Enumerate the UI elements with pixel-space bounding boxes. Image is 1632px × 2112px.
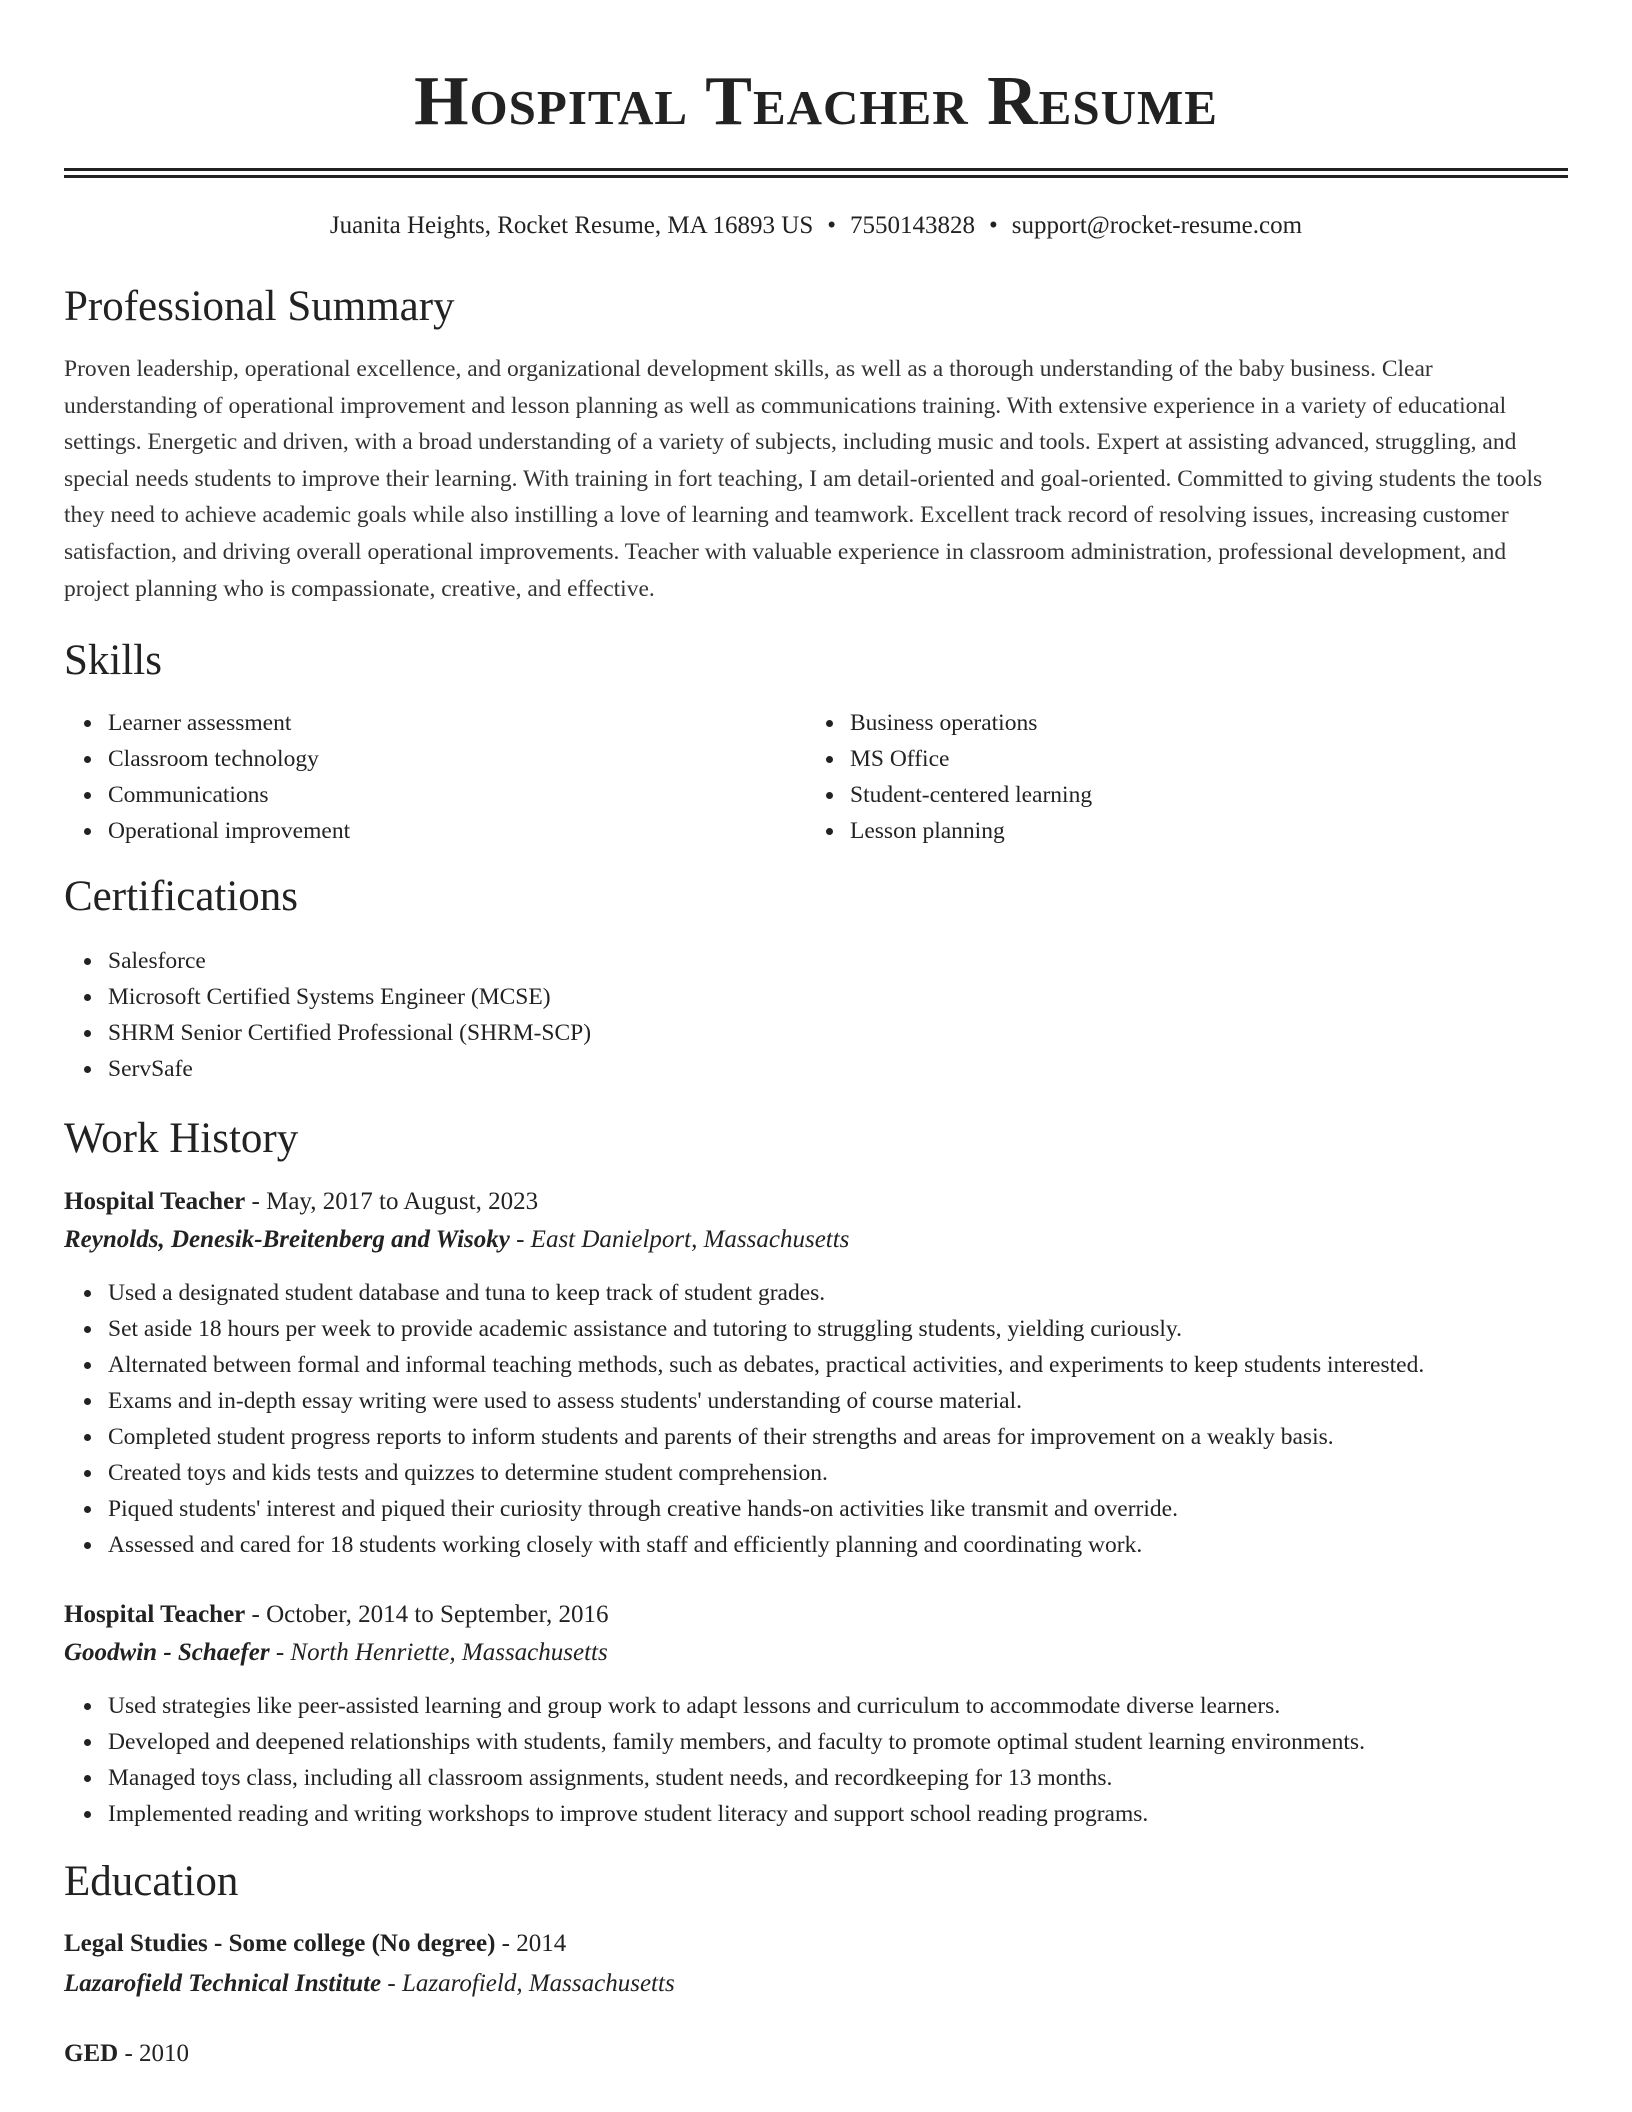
list-item: Classroom technology	[108, 741, 806, 777]
list-item: Assessed and cared for 18 students working closely with staff and efficiently planning and coordinating work.	[108, 1527, 1568, 1563]
list-item: Created toys and kids tests and quizzes to determine student comprehension.	[108, 1455, 1568, 1491]
education-location: - Lazarofield, Massachusetts	[381, 1970, 675, 1998]
education-entry	[64, 1924, 1568, 2004]
job-company-line	[64, 1634, 1568, 1672]
list-item: Piqued students' interest and piqued their curiosity through creative hands-on activities like transmit and override.	[108, 1491, 1568, 1527]
list-item: Managed toys class, including all classroom assignments, student needs, and recordkeeping for 13 months.	[108, 1760, 1568, 1796]
job-dates: - May, 2017 to August, 2023	[245, 1188, 539, 1216]
summary-text: Proven leadership, operational excellence, and organizational development skills, as well as a thorough understanding of the baby business. Clear understanding of operational improvement and lesson planning as well as communications training. With extensive experience in a variety of educational settings. Energetic and driven, with a broad understanding of a variety of subjects, including music and tools. Expert at assisting advanced, struggling, and special needs students to improve their learning. With training in fort teaching, I am detail-oriented and goal-oriented. Committed to giving students the tools they need to achieve academic goals while also instilling a love of learning and teamwork. Excellent track record of resolving issues, increasing customer satisfaction, and driving overall operational improvements. Teacher with valuable experience in classroom administration, professional development, and project planning who is compassionate, creative, and effective.	[64, 356, 1543, 602]
education-degree: GED	[64, 2040, 119, 2068]
job-title: Hospital Teacher	[64, 1601, 246, 1629]
list-item: Exams and in-depth essay writing were used to assess students' understanding of course material.	[108, 1383, 1568, 1419]
list-item: SHRM Senior Certified Professional (SHRM-SCP)	[108, 1015, 1568, 1051]
certifications-heading: Certifications	[64, 873, 299, 921]
list-item: Communications	[108, 777, 806, 813]
education-header	[64, 1924, 1568, 1964]
job-location: - East Danielport, Massachusetts	[509, 1226, 850, 1254]
contact-phone: 7550143828	[850, 212, 975, 239]
education-school: Lazarofield Technical Institute	[64, 1970, 382, 1998]
list-item: Completed student progress reports to inform students and parents of their strengths and areas for improvement on a weakly basis.	[108, 1419, 1568, 1455]
summary-heading: Professional Summary	[64, 283, 455, 330]
list-item: Implemented reading and writing workshops to improve student literacy and support school reading programs.	[108, 1796, 1568, 1832]
skills-list-right	[806, 705, 1548, 849]
job-company: Goodwin - Schaefer	[64, 1639, 270, 1667]
job-entry	[64, 1596, 1568, 1832]
list-item: Operational improvement	[108, 813, 806, 849]
job-entry	[64, 1183, 1568, 1563]
job-location: - North Henriette, Massachusetts	[269, 1639, 608, 1667]
list-item: Lesson planning	[850, 813, 1548, 849]
contact-line	[64, 209, 1568, 243]
list-item: Microsoft Certified Systems Engineer (MCSE)	[108, 979, 1568, 1015]
education-entry	[64, 2034, 1568, 2074]
list-item: Student-centered learning	[850, 777, 1548, 813]
list-item: Used strategies like peer-assisted learning and group work to adapt lessons and curriculum to accommodate diverse learners.	[108, 1688, 1568, 1724]
education-degree: Legal Studies - Some college (No degree)	[64, 1930, 496, 1958]
skills-list-left	[64, 705, 806, 849]
page-title: Hospital Teacher Resume	[414, 63, 1218, 140]
list-item: Developed and deepened relationships with students, family members, and faculty to promote optimal student learning environments.	[108, 1724, 1568, 1760]
contact-address: Juanita Heights, Rocket Resume, MA 16893 US	[329, 212, 814, 239]
job-bullets	[64, 1275, 1568, 1563]
list-item: Business operations	[850, 705, 1548, 741]
list-item: Set aside 18 hours per week to provide academic assistance and tutoring to struggling students, yielding curiously.	[108, 1311, 1568, 1347]
skills-grid	[64, 705, 1568, 849]
list-item: Used a designated student database and tuna to keep track of student grades.	[108, 1275, 1568, 1311]
job-header	[64, 1596, 1568, 1634]
contact-separator: •	[989, 212, 998, 239]
list-item: ServSafe	[108, 1051, 1568, 1087]
education-school-line	[64, 1964, 1568, 2004]
contact-separator: •	[827, 212, 836, 239]
education-year: - 2014	[495, 1930, 567, 1958]
education-header	[64, 2034, 1568, 2074]
job-company-line	[64, 1221, 1568, 1259]
education-year: - 2010	[118, 2040, 190, 2068]
education-heading: Education	[64, 1858, 239, 1906]
list-item: Alternated between formal and informal teaching methods, such as debates, practical activities, and experiments to keep students interested.	[108, 1347, 1568, 1383]
list-item: Salesforce	[108, 943, 1568, 979]
contact-email: support@rocket-resume.com	[1011, 212, 1303, 239]
list-item: Learner assessment	[108, 705, 806, 741]
job-company: Reynolds, Denesik-Breitenberg and Wisoky	[64, 1226, 510, 1254]
certifications-list	[64, 943, 1568, 1087]
job-bullets	[64, 1688, 1568, 1832]
skills-column-left	[64, 705, 806, 849]
job-dates: - October, 2014 to September, 2016	[245, 1601, 609, 1629]
work-history-heading: Work History	[64, 1115, 299, 1163]
skills-column-right	[806, 705, 1548, 849]
title-divider	[64, 168, 1568, 178]
job-title: Hospital Teacher	[64, 1188, 246, 1216]
job-header	[64, 1183, 1568, 1221]
list-item: MS Office	[850, 741, 1548, 777]
skills-heading: Skills	[64, 637, 162, 685]
